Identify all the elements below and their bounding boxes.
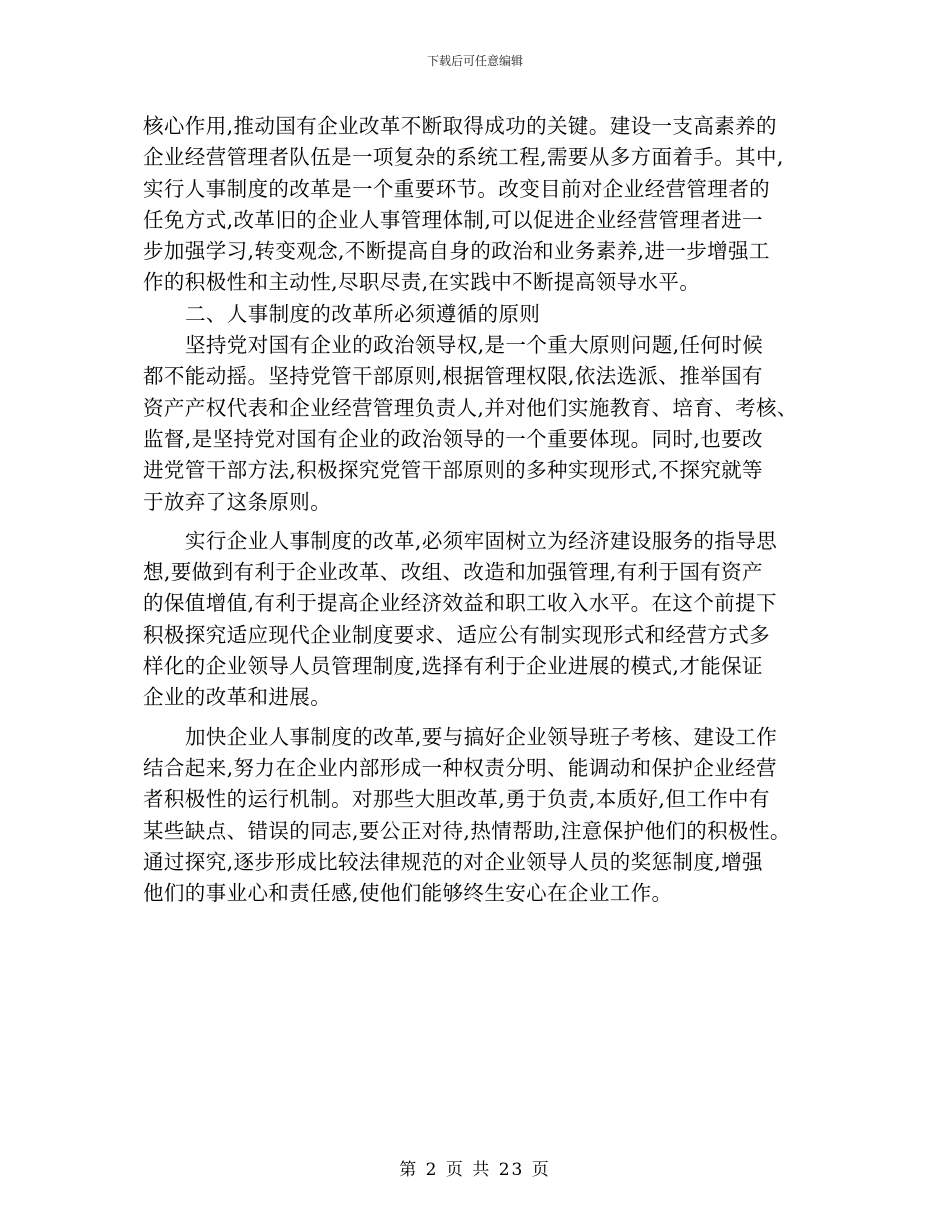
text-line: 的保值增值,有利于提高企业经济效益和职工收入水平。在这个前提下 <box>143 591 777 616</box>
header-note: 下载后可任意编辑 <box>426 54 523 68</box>
paragraph-gap <box>143 518 815 526</box>
text-line: 者积极性的运行机制。对那些大胆改革,勇于负责,本质好,但工作中有 <box>143 787 770 812</box>
text-line: 加快企业人事制度的改革,要与搞好企业领导班子考核、建设工作 <box>185 724 778 749</box>
text-line: 核心作用,推动国有企业改革不断取得成功的关键。建设一支高素养的 <box>143 114 777 138</box>
paragraph-gap <box>143 714 815 722</box>
text-line: 企业经营管理者队伍是一项复杂的系统工程,需要从多方面着手。其中, <box>143 145 784 170</box>
text-line: 步加强学习,转变观念,不断提高自身的政治和业务素养,进一步增强工 <box>143 239 770 264</box>
text-line: 资产产权代表和企业经营管理负责人,并对他们实施教育、培育、考核、 <box>143 395 798 420</box>
paragraph <box>143 526 815 714</box>
text-line: 积极探究适应现代企业制度要求、适应公有制实现形式和经营方式多 <box>143 622 770 647</box>
text-line: 样化的企业领导人员管理制度,选择有利于企业进展的模式,才能保证 <box>143 654 763 679</box>
text-line: 企业的改革和进展。 <box>143 685 332 710</box>
text-line: 实行企业人事制度的改革,必须牢固树立为经济建设服务的指导思 <box>185 528 778 553</box>
section-heading-paragraph <box>143 299 815 330</box>
text-line: 坚持党对国有企业的政治领导权,是一个重大原则问题,任何时候 <box>185 333 764 358</box>
page-number-footer: 第 2 页 共 23 页 <box>399 1160 551 1180</box>
text-line: 结合起来,努力在企业内部形成一种权责分明、能调动和保护企业经营 <box>143 755 777 780</box>
text-line: 他们的事业心和责任感,使他们能够终生安心在企业工作。 <box>143 881 673 906</box>
text-line: 某些缺点、错误的同志,要公正对待,热情帮助,注意保护他们的积极性。 <box>143 818 791 843</box>
section-heading: 二、人事制度的改革所必须遵循的原则 <box>185 301 541 326</box>
text-line: 作的积极性和主动性,尽职尽责,在实践中不断提高领导水平。 <box>143 270 701 295</box>
text-line: 通过探究,逐步形成比较法律规范的对企业领导人员的奖惩制度,增强 <box>143 849 763 874</box>
text-line: 都不能动摇。坚持党管干部原则,根据管理权限,依法选派、推举国有 <box>143 364 763 389</box>
text-line: 任免方式,改革旧的企业人事管理体制,可以促进企业经营管理者进一 <box>143 207 763 232</box>
text-line: 实行人事制度的改革是一个重要环节。改变目前对企业经营管理者的 <box>143 176 770 201</box>
text-line: 监督,是坚持党对国有企业的政治领导的一个重要体现。同时,也要改 <box>143 426 763 451</box>
body-text <box>143 111 815 909</box>
text-line: 进党管干部方法,积极探究党管干部原则的多种实现形式,不探究就等 <box>143 458 763 483</box>
paragraph <box>143 111 815 299</box>
paragraph <box>143 330 815 518</box>
text-line: 想,要做到有利于企业改革、改组、改造和加强管理,有利于国有资产 <box>143 560 763 585</box>
text-line: 于放弃了这条原则。 <box>143 489 332 514</box>
paragraph <box>143 722 815 910</box>
